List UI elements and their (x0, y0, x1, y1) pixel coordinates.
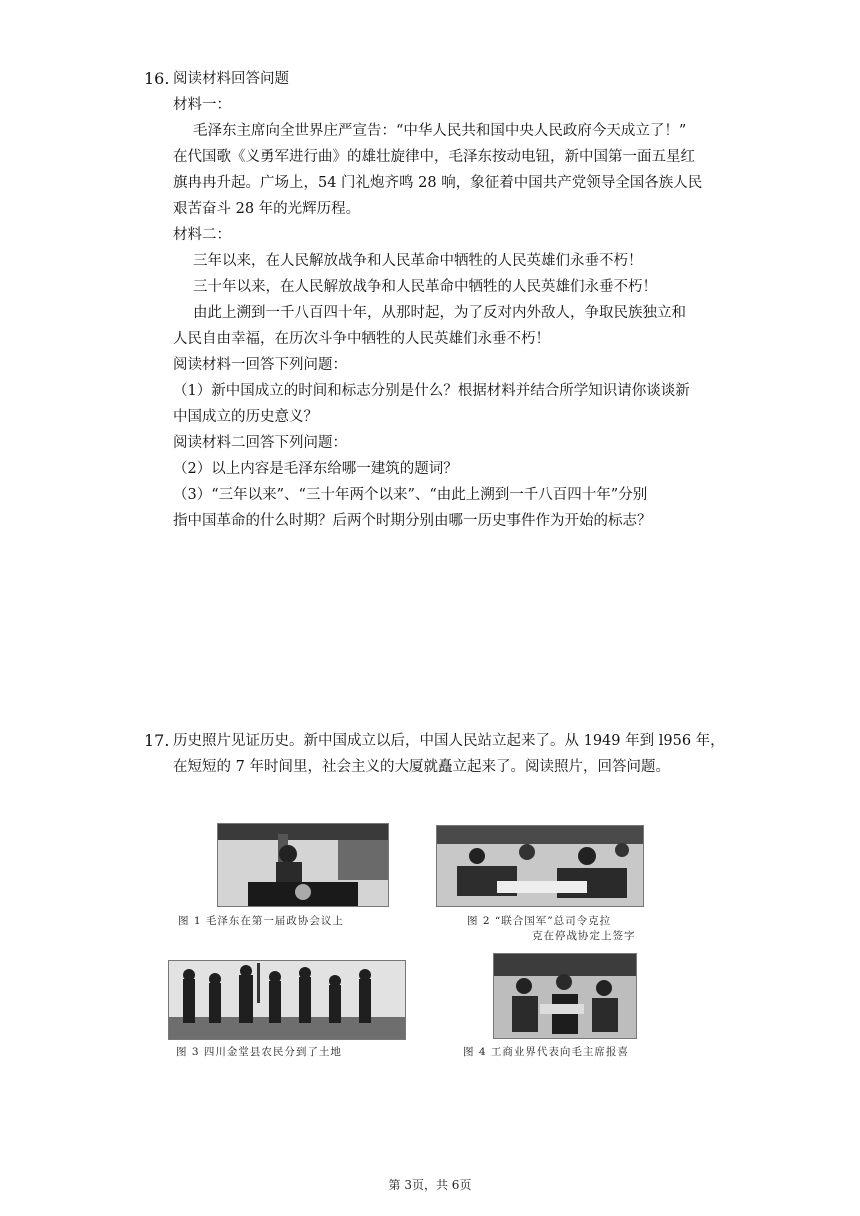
question-text: 在短短的 7 年时间里，社会主义的大厦就矗立起来了。阅读照片，回答问题。 (173, 759, 670, 775)
material-2-line: 三十年以来，在人民解放战争和人民革命中牺牲的人民英雄们永垂不朽！ (193, 279, 657, 295)
photo-fig2 (436, 825, 644, 907)
caption-fig3: 图 3 四川金堂县农民分到了土地 (176, 1046, 342, 1058)
page-footer: 第 3页，共 6页 (388, 1178, 472, 1192)
material-2-line: 由此上溯到一千八百四十年，从那时起，为了反对内外敌人，争取民族独立和 (193, 305, 686, 321)
question-number: 16. (144, 69, 170, 88)
material-2-label: 材料二： (173, 227, 231, 243)
sub-question-3-cont: 指中国革命的什么时期？后两个时期分别由哪一历史事件作为开始的标志？ (173, 513, 652, 529)
sub-question-1: （1）新中国成立的时间和标志分别是什么？根据材料并结合所学知识请你谈谈新 (173, 383, 690, 399)
material-1-label: 材料一： (173, 97, 231, 113)
caption-fig4: 图 4 工商业界代表向毛主席报喜 (463, 1046, 629, 1058)
caption-fig2: 图 2 “联合国军”总司令克拉 (467, 915, 612, 927)
caption-fig1: 图 1 毛泽东在第一届政协会议上 (178, 915, 344, 927)
reading-prompt-1: 阅读材料一回答下列问题： (173, 357, 347, 373)
reading-prompt-2: 阅读材料二回答下列问题： (173, 435, 347, 451)
photo-fig4 (493, 953, 637, 1039)
material-2-line: 三年以来，在人民解放战争和人民革命中牺牲的人民英雄们永垂不朽！ (193, 253, 643, 269)
caption-fig2-cont: 克在停战协定上签字 (532, 930, 636, 942)
material-1-line: 在代国歌《义勇军进行曲》的雄壮旋律中，毛泽东按动电钮，新中国第一面五星红 (173, 149, 695, 165)
question-title: 阅读材料回答问题 (173, 71, 289, 87)
photo-fig1 (217, 823, 389, 907)
question-17 (144, 728, 725, 780)
sub-question-1-cont: 中国成立的历史意义？ (173, 409, 318, 425)
material-2-line: 人民自由幸福，在历次斗争中牺牲的人民英雄们永垂不朽！ (173, 331, 550, 347)
photo-fig3 (168, 960, 406, 1040)
question-16 (144, 66, 718, 534)
material-1-line: 毛泽东主席向全世界庄严宣告：“中华人民共和国中央人民政府今天成立了！” (193, 123, 687, 139)
material-1-line: 旗冉冉升起。广场上，54 门礼炮齐鸣 28 响，象征着中国共产党领导全国各族人民 (173, 175, 703, 191)
material-1-line: 艰苦奋斗 28 年的光辉历程。 (173, 201, 361, 217)
question-text: 历史照片见证历史。新中国成立以后，中国人民站立起来了。从 1949 年到 l956 年， (173, 733, 725, 749)
question-number: 17. (144, 731, 170, 750)
sub-question-2: （2）以上内容是毛泽东给哪一建筑的题词？ (173, 461, 458, 477)
sub-question-3: （3）“三年以来”、“三十年两个以来”、“由此上溯到一千八百四十年”分别 (173, 487, 648, 503)
